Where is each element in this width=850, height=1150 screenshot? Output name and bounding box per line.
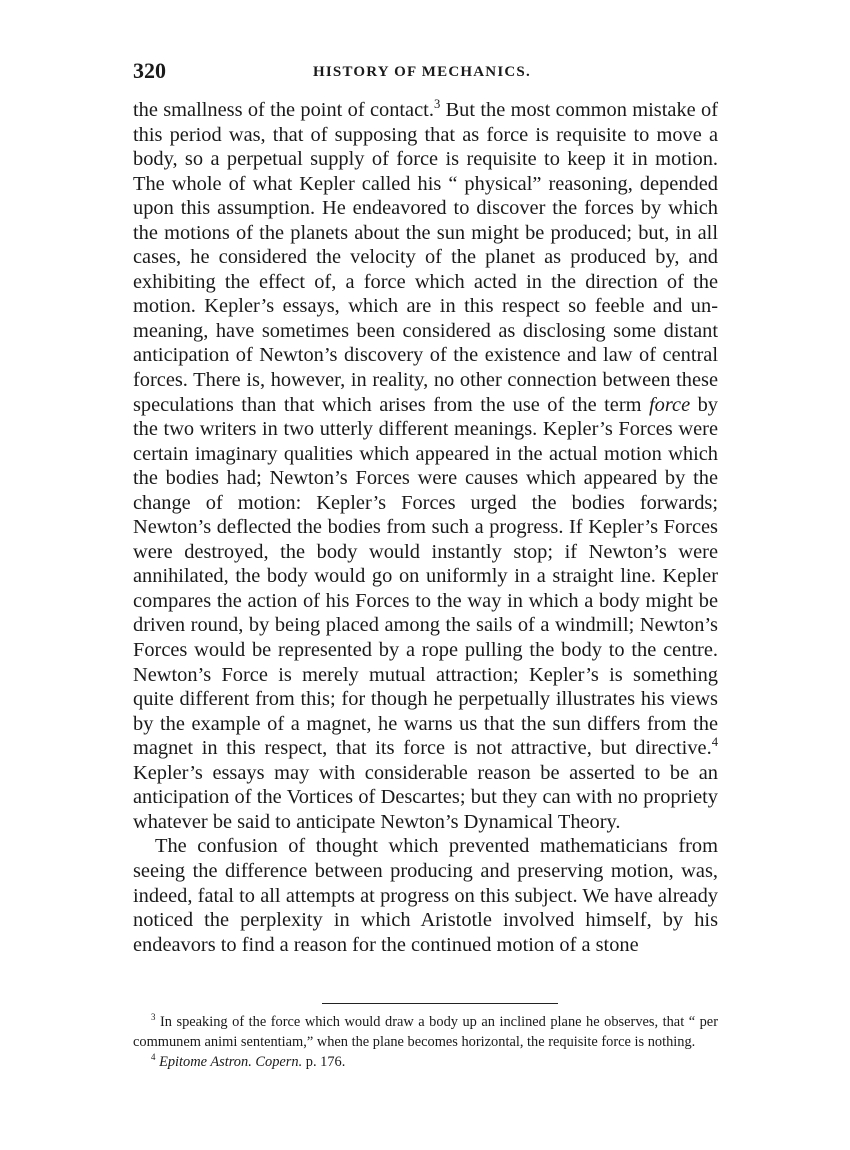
footnote-ref-3: 3 [433, 97, 441, 112]
footnote-4 [133, 1052, 718, 1072]
page-header [133, 58, 718, 88]
footnote-3 [133, 1012, 718, 1052]
paragraph-1 [133, 98, 718, 834]
footnote-marker: 3 [151, 1012, 156, 1023]
text-run: by the two writers in two utterly different meanings. Kepler’s Forces were certain imaginary qualities which appeared in the actual motion which the bodies had; Newton’s Forces were causes which appeared by the change of motion: Kepler’s Forces urged the bodies forwards; Newton’s deflected the bodies from such a progress. If Kepler’s Forces were destroyed, the body would instantly stop; if Newton’s were annihilated, the body would go on uniformly in a straight line. Kepler compares the action of his Forces to the way in which a body might be driven round, by being placed among the sails of a windmill; Newton’s Forces would be represented by a rope pulling the body to the centre. Newton’s Force is merely mutual attraction; Kepler’s is something quite different from this; for though he perpetually illustrates his views by the example of a magnet, he warns us that the sun differs from the magnet in this respect, that its force is not attractive, but directive. [133, 393, 718, 760]
text-run: Kepler’s essays may with considerable reason be asserted to be an anticipation of the Vortices of Descartes; but they can with no propriety whatever be said to anticipate Newton’s Dynamical Theory. [133, 761, 718, 833]
text-run: But the most common mistake of this period was, that of supposing that as force is requisite to move a body, so a perpetual supply of force is requisite to keep it in motion. The whole of what Kepler called his “ physical” reasoning, depended upon this assumption. He endeavored to discover the forces by which the motions of the planets about the sun might be produced; but, in all cases, he considered the velocity of the planet as produced by, and exhibiting the effect of, a force which acted in the direction of the motion. Kepler’s essays, which are in this respect so feeble and unmeaning, have sometimes been considered as disclosing some distant anticipation of Newton’s discovery of the existence and law of central forces. There is, however, in reality, no other connection between these speculations than that which arises from the use of the term [133, 99, 718, 416]
footnotes [133, 1012, 718, 1072]
footnote-ref-4: 4 [711, 735, 718, 750]
footnote-divider [322, 1003, 558, 1004]
italic-term: force [648, 393, 691, 416]
footnote-marker: 4 [151, 1052, 156, 1063]
citation-title: Epitome Astron. Copern. [159, 1054, 303, 1070]
paragraph-2: The confusion of thought which prevented mathematicians from seeing the difference between producing and preserving motion, was, indeed, fatal to all attempts at progress on this subject. We have already noticed the perplexity in which Aristotle involved himself, by his endeavors to find a reason for the continued motion of a stone [133, 835, 718, 956]
citation-page: p. 176. [302, 1054, 346, 1070]
text-run: the smallness of the point of contact. [133, 99, 434, 121]
main-text [133, 98, 718, 957]
running-head: HISTORY OF MECHANICS. [313, 64, 531, 80]
page-number: 320 [133, 58, 166, 83]
footnote-text: In speaking of the force which would draw a body up an inclined plane he observes, that “ per communem animi sententiam,” when the plane becomes horizontal, the requisite force is nothing. [133, 1014, 718, 1050]
